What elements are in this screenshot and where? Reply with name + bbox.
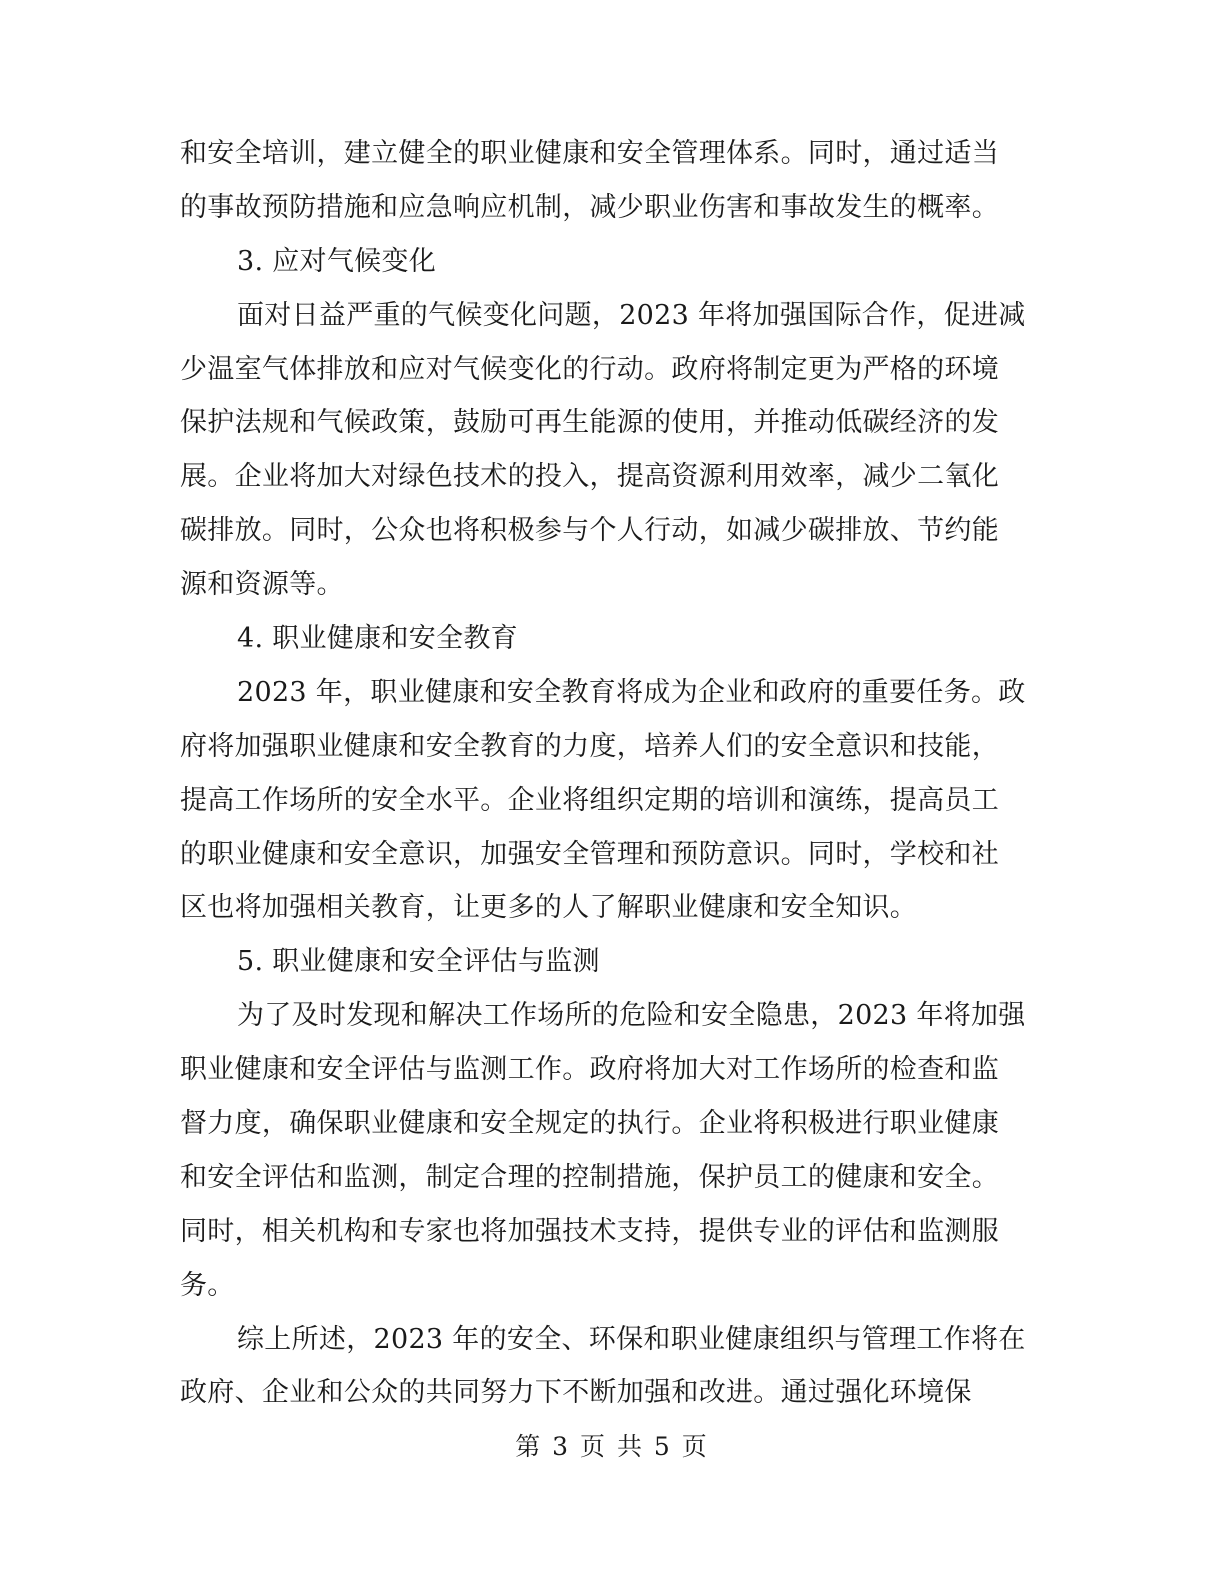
text-line: 碳排放。同时，公众也将积极参与个人行动，如减少碳排放、节约能 — [180, 515, 999, 547]
paragraph-first-line: 面对日益严重的气候变化问题，2023 年将加强国际合作，促进减 — [237, 299, 1026, 331]
text-line: 的职业健康和安全意识，加强安全管理和预防意识。同时，学校和社 — [180, 838, 999, 870]
text-line: 的事故预防措施和应急响应机制，减少职业伤害和事故发生的概率。 — [180, 191, 999, 223]
text-line: 府将加强职业健康和安全教育的力度，培养人们的安全意识和技能， — [180, 730, 999, 762]
paragraph-first-line: 为了及时发现和解决工作场所的危险和安全隐患，2023 年将加强 — [237, 1000, 1026, 1032]
page-number: 第 3 页 共 5 页 — [515, 1432, 709, 1461]
text-line: 职业健康和安全评估与监测工作。政府将加大对工作场所的检查和监 — [180, 1054, 999, 1086]
section-heading: 4. 职业健康和安全教育 — [237, 623, 518, 655]
text-line: 区也将加强相关教育，让更多的人了解职业健康和安全知识。 — [180, 892, 918, 924]
text-line: 同时，相关机构和专家也将加强技术支持，提供专业的评估和监测服 — [180, 1215, 999, 1247]
text-line: 少温室气体排放和应对气候变化的行动。政府将制定更为严格的环境 — [180, 353, 999, 385]
text-line: 务。 — [180, 1269, 235, 1301]
text-line: 源和资源等。 — [180, 569, 344, 601]
body-text — [180, 127, 1030, 1420]
text-line: 督力度，确保职业健康和安全规定的执行。企业将积极进行职业健康 — [180, 1108, 999, 1140]
section-heading: 5. 职业健康和安全评估与监测 — [237, 946, 600, 978]
text-line: 提高工作场所的安全水平。企业将组织定期的培训和演练，提高员工 — [180, 784, 999, 816]
text-line: 展。企业将加大对绿色技术的投入，提高资源利用效率，减少二氧化 — [180, 461, 999, 493]
text-line: 保护法规和气候政策，鼓励可再生能源的使用，并推动低碳经济的发 — [180, 407, 999, 439]
paragraph-first-line: 2023 年，职业健康和安全教育将成为企业和政府的重要任务。政 — [237, 676, 1026, 708]
section-heading: 3. 应对气候变化 — [237, 245, 437, 277]
text-line: 和安全评估和监测，制定合理的控制措施，保护员工的健康和安全。 — [180, 1161, 999, 1193]
text-line: 和安全培训，建立健全的职业健康和安全管理体系。同时，通过适当 — [180, 138, 999, 169]
text-line: 政府、企业和公众的共同努力下不断加强和改进。通过强化环境保 — [180, 1377, 972, 1409]
paragraph-first-line: 综上所述，2023 年的安全、环保和职业健康组织与管理工作将在 — [237, 1323, 1026, 1355]
